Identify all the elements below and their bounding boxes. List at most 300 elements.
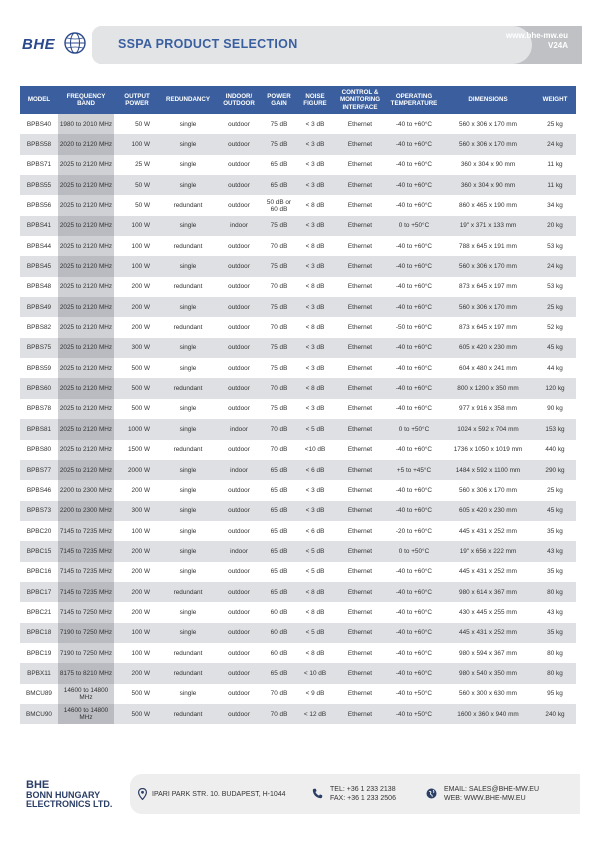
- cell-frequency-band: 2025 to 2120 MHz: [58, 155, 114, 175]
- tel-text: TEL: +36 1 233 2138: [330, 786, 396, 793]
- cell-indoor-outdoor: outdoor: [216, 399, 262, 419]
- cell-model: BPBS75: [20, 338, 58, 358]
- cell-operating-temperature: 0 to +50°C: [386, 216, 442, 236]
- cell-frequency-band: 1980 to 2010 MHz: [58, 114, 114, 134]
- cell-redundancy: single: [160, 562, 216, 582]
- cell-model: BPBC17: [20, 582, 58, 602]
- cell-dimensions: 445 x 431 x 252 mm: [442, 623, 534, 643]
- cell-weight: 24 kg: [534, 134, 576, 154]
- cell-weight: 240 kg: [534, 704, 576, 724]
- cell-interface: Ethernet: [334, 501, 386, 521]
- cell-indoor-outdoor: outdoor: [216, 134, 262, 154]
- cell-dimensions: 605 x 420 x 230 mm: [442, 338, 534, 358]
- cell-interface: Ethernet: [334, 562, 386, 582]
- cell-operating-temperature: -40 to +60°C: [386, 480, 442, 500]
- cell-weight: 25 kg: [534, 480, 576, 500]
- cell-frequency-band: 2025 to 2120 MHz: [58, 256, 114, 276]
- table-row: [20, 399, 576, 419]
- cell-noise-figure: < 3 dB: [296, 399, 334, 419]
- fax-text: FAX: +36 1 233 2506: [330, 795, 396, 802]
- cell-noise-figure: < 9 dB: [296, 684, 334, 704]
- cell-noise-figure: < 10 dB: [296, 663, 334, 683]
- cell-weight: 52 kg: [534, 317, 576, 337]
- cell-output-power: 100 W: [114, 216, 160, 236]
- cell-model: BPBS80: [20, 440, 58, 460]
- cell-interface: Ethernet: [334, 704, 386, 724]
- col-indoor-outdoor: INDOOR/ OUTDOOR: [216, 86, 262, 114]
- table-row: [20, 521, 576, 541]
- cell-indoor-outdoor: outdoor: [216, 277, 262, 297]
- cell-power-gain: 65 dB: [262, 562, 296, 582]
- cell-power-gain: 65 dB: [262, 480, 296, 500]
- cell-frequency-band: 7145 to 7235 MHz: [58, 562, 114, 582]
- cell-frequency-band: 2025 to 2120 MHz: [58, 297, 114, 317]
- cell-noise-figure: < 5 dB: [296, 623, 334, 643]
- cell-dimensions: 860 x 465 x 190 mm: [442, 195, 534, 215]
- cell-output-power: 500 W: [114, 399, 160, 419]
- header-bar: [92, 26, 582, 64]
- cell-power-gain: 70 dB: [262, 684, 296, 704]
- cell-weight: 35 kg: [534, 562, 576, 582]
- table-row: [20, 419, 576, 439]
- cell-operating-temperature: -40 to +60°C: [386, 297, 442, 317]
- address-text: IPARI PARK STR. 10. BUDAPEST, H-1044: [152, 791, 286, 798]
- cell-output-power: 300 W: [114, 338, 160, 358]
- cell-redundancy: single: [160, 114, 216, 134]
- cell-noise-figure: < 6 dB: [296, 521, 334, 541]
- cell-dimensions: 19" x 371 x 133 mm: [442, 216, 534, 236]
- cell-model: BPBS58: [20, 134, 58, 154]
- cell-output-power: 200 W: [114, 663, 160, 683]
- cell-interface: Ethernet: [334, 399, 386, 419]
- cell-frequency-band: 2025 to 2120 MHz: [58, 419, 114, 439]
- cell-operating-temperature: +5 to +45°C: [386, 460, 442, 480]
- cell-operating-temperature: -40 to +60°C: [386, 155, 442, 175]
- cell-redundancy: single: [160, 216, 216, 236]
- cell-model: BPBS48: [20, 277, 58, 297]
- cell-redundancy: single: [160, 256, 216, 276]
- cell-model: BPBS77: [20, 460, 58, 480]
- cell-noise-figure: < 3 dB: [296, 216, 334, 236]
- cell-power-gain: 60 dB: [262, 623, 296, 643]
- cell-frequency-band: 7145 to 7235 MHz: [58, 521, 114, 541]
- col-dimensions: DIMENSIONS: [442, 86, 534, 114]
- cell-output-power: 500 W: [114, 684, 160, 704]
- cell-operating-temperature: 0 to +50°C: [386, 419, 442, 439]
- table-row: [20, 134, 576, 154]
- cell-model: BPBS49: [20, 297, 58, 317]
- cell-frequency-band: 2025 to 2120 MHz: [58, 317, 114, 337]
- cell-operating-temperature: -40 to +60°C: [386, 582, 442, 602]
- cell-indoor-outdoor: outdoor: [216, 521, 262, 541]
- cell-operating-temperature: -40 to +60°C: [386, 338, 442, 358]
- cell-model: BPBS59: [20, 358, 58, 378]
- cell-output-power: 500 W: [114, 704, 160, 724]
- table-row: [20, 236, 576, 256]
- cell-weight: 45 kg: [534, 501, 576, 521]
- cell-interface: Ethernet: [334, 297, 386, 317]
- cell-redundancy: redundant: [160, 440, 216, 460]
- cell-model: BPBC20: [20, 521, 58, 541]
- cell-weight: 290 kg: [534, 460, 576, 480]
- company-line-1: BHE: [26, 779, 50, 791]
- cell-noise-figure: < 8 dB: [296, 195, 334, 215]
- cell-operating-temperature: -40 to +50°C: [386, 684, 442, 704]
- footer-contact-bar: [130, 774, 580, 814]
- cell-frequency-band: 2025 to 2120 MHz: [58, 216, 114, 236]
- cell-frequency-band: 2200 to 2300 MHz: [58, 480, 114, 500]
- cell-interface: Ethernet: [334, 155, 386, 175]
- cell-redundancy: single: [160, 460, 216, 480]
- product-table: [20, 86, 576, 724]
- cell-interface: Ethernet: [334, 541, 386, 561]
- cell-frequency-band: 2025 to 2120 MHz: [58, 277, 114, 297]
- cell-dimensions: 1024 x 592 x 704 mm: [442, 419, 534, 439]
- cell-dimensions: 873 x 645 x 197 mm: [442, 277, 534, 297]
- cell-frequency-band: 2025 to 2120 MHz: [58, 175, 114, 195]
- cell-operating-temperature: -40 to +60°C: [386, 175, 442, 195]
- table-row: [20, 480, 576, 500]
- cell-model: BPBS46: [20, 480, 58, 500]
- cell-model: BPBS55: [20, 175, 58, 195]
- cell-power-gain: 70 dB: [262, 704, 296, 724]
- cell-indoor-outdoor: outdoor: [216, 663, 262, 683]
- cell-power-gain: 65 dB: [262, 155, 296, 175]
- cell-indoor-outdoor: outdoor: [216, 155, 262, 175]
- cell-weight: 34 kg: [534, 195, 576, 215]
- cell-redundancy: redundant: [160, 195, 216, 215]
- cell-noise-figure: < 8 dB: [296, 602, 334, 622]
- cell-weight: 20 kg: [534, 216, 576, 236]
- cell-interface: Ethernet: [334, 582, 386, 602]
- header-title-panel: [92, 26, 532, 64]
- cell-weight: 35 kg: [534, 623, 576, 643]
- cell-redundancy: single: [160, 602, 216, 622]
- cell-interface: Ethernet: [334, 195, 386, 215]
- cell-operating-temperature: -40 to +60°C: [386, 562, 442, 582]
- cell-operating-temperature: -40 to +50°C: [386, 704, 442, 724]
- cell-weight: 53 kg: [534, 236, 576, 256]
- cell-noise-figure: < 3 dB: [296, 114, 334, 134]
- cell-noise-figure: < 5 dB: [296, 562, 334, 582]
- cell-noise-figure: < 3 dB: [296, 175, 334, 195]
- cell-redundancy: single: [160, 419, 216, 439]
- cell-indoor-outdoor: indoor: [216, 460, 262, 480]
- cell-operating-temperature: -40 to +60°C: [386, 501, 442, 521]
- cell-weight: 80 kg: [534, 663, 576, 683]
- table-row: [20, 501, 576, 521]
- cell-interface: Ethernet: [334, 216, 386, 236]
- cell-redundancy: redundant: [160, 582, 216, 602]
- cell-noise-figure: < 8 dB: [296, 317, 334, 337]
- cell-power-gain: 70 dB: [262, 440, 296, 460]
- cell-indoor-outdoor: outdoor: [216, 297, 262, 317]
- cell-dimensions: 560 x 300 x 630 mm: [442, 684, 534, 704]
- cell-weight: 35 kg: [534, 521, 576, 541]
- cell-noise-figure: < 5 dB: [296, 541, 334, 561]
- cell-frequency-band: 2025 to 2120 MHz: [58, 460, 114, 480]
- cell-model: BPBS82: [20, 317, 58, 337]
- table-row: [20, 663, 576, 683]
- cell-operating-temperature: -40 to +60°C: [386, 602, 442, 622]
- cell-power-gain: 65 dB: [262, 663, 296, 683]
- cell-model: BPBC15: [20, 541, 58, 561]
- cell-dimensions: 19" x 656 x 222 mm: [442, 541, 534, 561]
- cell-interface: Ethernet: [334, 134, 386, 154]
- table-row: [20, 277, 576, 297]
- cell-operating-temperature: -50 to +60°C: [386, 317, 442, 337]
- cell-redundancy: single: [160, 134, 216, 154]
- col-noise-figure: NOISE FIGURE: [296, 86, 334, 114]
- cell-noise-figure: <10 dB: [296, 440, 334, 460]
- cell-frequency-band: 7145 to 7235 MHz: [58, 582, 114, 602]
- cell-dimensions: 560 x 306 x 170 mm: [442, 256, 534, 276]
- website-text: www.bhe-mw.eu: [505, 31, 568, 40]
- cell-output-power: 100 W: [114, 256, 160, 276]
- cell-redundancy: single: [160, 480, 216, 500]
- table-row: [20, 175, 576, 195]
- cell-output-power: 100 W: [114, 521, 160, 541]
- cell-redundancy: single: [160, 684, 216, 704]
- cell-power-gain: 70 dB: [262, 277, 296, 297]
- cell-operating-temperature: -40 to +60°C: [386, 643, 442, 663]
- cell-dimensions: 873 x 645 x 197 mm: [442, 317, 534, 337]
- cell-weight: 440 kg: [534, 440, 576, 460]
- cell-power-gain: 70 dB: [262, 236, 296, 256]
- cell-frequency-band: 2025 to 2120 MHz: [58, 358, 114, 378]
- cell-power-gain: 65 dB: [262, 501, 296, 521]
- cell-noise-figure: < 8 dB: [296, 277, 334, 297]
- globe-contact-icon: [426, 788, 437, 799]
- phone-icon: [312, 788, 323, 799]
- cell-frequency-band: 14600 to 14800 MHz: [58, 684, 114, 704]
- cell-weight: 90 kg: [534, 399, 576, 419]
- cell-power-gain: 75 dB: [262, 256, 296, 276]
- cell-power-gain: 60 dB: [262, 602, 296, 622]
- cell-frequency-band: 2025 to 2120 MHz: [58, 440, 114, 460]
- cell-model: BPBS71: [20, 155, 58, 175]
- cell-frequency-band: 7190 to 7250 MHz: [58, 623, 114, 643]
- table-row: [20, 216, 576, 236]
- cell-dimensions: 360 x 304 x 90 mm: [442, 175, 534, 195]
- cell-power-gain: 65 dB: [262, 175, 296, 195]
- table-row: [20, 338, 576, 358]
- cell-indoor-outdoor: outdoor: [216, 256, 262, 276]
- table-row: [20, 195, 576, 215]
- cell-output-power: 1000 W: [114, 419, 160, 439]
- cell-frequency-band: 7145 to 7250 MHz: [58, 602, 114, 622]
- table-row: [20, 378, 576, 398]
- cell-redundancy: redundant: [160, 317, 216, 337]
- cell-frequency-band: 2200 to 2300 MHz: [58, 501, 114, 521]
- cell-operating-temperature: -40 to +60°C: [386, 236, 442, 256]
- cell-dimensions: 560 x 306 x 170 mm: [442, 134, 534, 154]
- cell-noise-figure: < 8 dB: [296, 378, 334, 398]
- cell-interface: Ethernet: [334, 602, 386, 622]
- cell-output-power: 500 W: [114, 378, 160, 398]
- cell-dimensions: 788 x 645 x 191 mm: [442, 236, 534, 256]
- cell-weight: 11 kg: [534, 155, 576, 175]
- cell-model: BPBC16: [20, 562, 58, 582]
- cell-dimensions: 605 x 420 x 230 mm: [442, 501, 534, 521]
- cell-redundancy: single: [160, 501, 216, 521]
- cell-indoor-outdoor: outdoor: [216, 623, 262, 643]
- cell-operating-temperature: -40 to +60°C: [386, 277, 442, 297]
- table-row: [20, 155, 576, 175]
- cell-indoor-outdoor: outdoor: [216, 175, 262, 195]
- table-row: [20, 704, 576, 724]
- cell-redundancy: single: [160, 358, 216, 378]
- cell-output-power: 25 W: [114, 155, 160, 175]
- cell-power-gain: 65 dB: [262, 460, 296, 480]
- cell-model: BPBC19: [20, 643, 58, 663]
- table-row: [20, 582, 576, 602]
- cell-indoor-outdoor: outdoor: [216, 236, 262, 256]
- cell-output-power: 200 W: [114, 541, 160, 561]
- cell-interface: Ethernet: [334, 256, 386, 276]
- cell-dimensions: 977 x 916 x 358 mm: [442, 399, 534, 419]
- cell-redundancy: redundant: [160, 643, 216, 663]
- col-interface: CONTROL & MONITORING INTERFACE: [334, 86, 386, 114]
- table-row: [20, 602, 576, 622]
- cell-operating-temperature: -40 to +60°C: [386, 134, 442, 154]
- cell-interface: Ethernet: [334, 521, 386, 541]
- cell-weight: 120 kg: [534, 378, 576, 398]
- cell-operating-temperature: -40 to +60°C: [386, 358, 442, 378]
- col-model: MODEL: [20, 86, 58, 114]
- email-link[interactable]: EMAIL: SALES@BHE-MW.EU: [444, 786, 540, 793]
- header-site-info: [506, 31, 568, 51]
- table-row: [20, 460, 576, 480]
- cell-model: BPBS81: [20, 419, 58, 439]
- cell-frequency-band: 8175 to 8210 MHz: [58, 663, 114, 683]
- contact-phone: [330, 785, 396, 803]
- cell-power-gain: 65 dB: [262, 521, 296, 541]
- cell-noise-figure: < 8 dB: [296, 643, 334, 663]
- cell-operating-temperature: 0 to +50°C: [386, 541, 442, 561]
- cell-indoor-outdoor: outdoor: [216, 317, 262, 337]
- cell-interface: Ethernet: [334, 236, 386, 256]
- cell-output-power: 100 W: [114, 623, 160, 643]
- cell-operating-temperature: -40 to +60°C: [386, 378, 442, 398]
- cell-model: BMCU89: [20, 684, 58, 704]
- cell-power-gain: 50 dB or 60 dB: [262, 195, 296, 215]
- cell-output-power: 100 W: [114, 134, 160, 154]
- cell-frequency-band: 2020 to 2120 MHz: [58, 134, 114, 154]
- cell-dimensions: 1600 x 360 x 940 mm: [442, 704, 534, 724]
- cell-interface: Ethernet: [334, 419, 386, 439]
- cell-model: BMCU90: [20, 704, 58, 724]
- cell-weight: 11 kg: [534, 175, 576, 195]
- cell-noise-figure: < 3 dB: [296, 358, 334, 378]
- cell-model: BPBS41: [20, 216, 58, 236]
- cell-redundancy: redundant: [160, 704, 216, 724]
- cell-model: BPBS40: [20, 114, 58, 134]
- cell-interface: Ethernet: [334, 663, 386, 683]
- cell-indoor-outdoor: outdoor: [216, 602, 262, 622]
- bhe-logo: [18, 28, 88, 62]
- cell-weight: 80 kg: [534, 582, 576, 602]
- cell-frequency-band: 2025 to 2120 MHz: [58, 399, 114, 419]
- cell-power-gain: 70 dB: [262, 419, 296, 439]
- cell-redundancy: single: [160, 521, 216, 541]
- cell-indoor-outdoor: outdoor: [216, 562, 262, 582]
- cell-power-gain: 75 dB: [262, 297, 296, 317]
- location-pin-icon: [138, 788, 147, 800]
- col-redundancy: REDUNDANCY: [160, 86, 216, 114]
- cell-output-power: 200 W: [114, 480, 160, 500]
- cell-frequency-band: 14600 to 14800 MHz: [58, 704, 114, 724]
- company-line-3: ELECTRONICS LTD.: [26, 799, 113, 809]
- cell-power-gain: 65 dB: [262, 541, 296, 561]
- cell-weight: 53 kg: [534, 277, 576, 297]
- cell-output-power: 200 W: [114, 297, 160, 317]
- col-weight: WEIGHT: [534, 86, 576, 114]
- cell-power-gain: 75 dB: [262, 114, 296, 134]
- cell-indoor-outdoor: outdoor: [216, 358, 262, 378]
- cell-redundancy: single: [160, 399, 216, 419]
- cell-weight: 80 kg: [534, 643, 576, 663]
- cell-interface: Ethernet: [334, 440, 386, 460]
- cell-indoor-outdoor: outdoor: [216, 195, 262, 215]
- cell-weight: 45 kg: [534, 338, 576, 358]
- cell-redundancy: single: [160, 623, 216, 643]
- cell-indoor-outdoor: outdoor: [216, 704, 262, 724]
- cell-output-power: 200 W: [114, 602, 160, 622]
- cell-weight: 25 kg: [534, 114, 576, 134]
- cell-power-gain: 75 dB: [262, 358, 296, 378]
- cell-power-gain: 70 dB: [262, 317, 296, 337]
- cell-indoor-outdoor: outdoor: [216, 643, 262, 663]
- cell-dimensions: 1484 x 592 x 1100 mm: [442, 460, 534, 480]
- cell-interface: Ethernet: [334, 378, 386, 398]
- cell-dimensions: 980 x 594 x 367 mm: [442, 643, 534, 663]
- cell-model: BPBS44: [20, 236, 58, 256]
- cell-interface: Ethernet: [334, 358, 386, 378]
- cell-output-power: 100 W: [114, 643, 160, 663]
- cell-indoor-outdoor: outdoor: [216, 440, 262, 460]
- table-row: [20, 440, 576, 460]
- web-link[interactable]: WEB: WWW.BHE-MW.EU: [444, 795, 526, 802]
- cell-output-power: 300 W: [114, 501, 160, 521]
- cell-dimensions: 980 x 614 x 367 mm: [442, 582, 534, 602]
- cell-dimensions: 430 x 445 x 255 mm: [442, 602, 534, 622]
- cell-indoor-outdoor: indoor: [216, 216, 262, 236]
- cell-power-gain: 65 dB: [262, 582, 296, 602]
- cell-weight: 95 kg: [534, 684, 576, 704]
- cell-output-power: 50 W: [114, 195, 160, 215]
- cell-noise-figure: < 3 dB: [296, 297, 334, 317]
- cell-noise-figure: < 8 dB: [296, 236, 334, 256]
- cell-output-power: 50 W: [114, 114, 160, 134]
- table-row: [20, 297, 576, 317]
- cell-indoor-outdoor: outdoor: [216, 480, 262, 500]
- cell-operating-temperature: -40 to +60°C: [386, 399, 442, 419]
- cell-redundancy: single: [160, 175, 216, 195]
- cell-redundancy: redundant: [160, 236, 216, 256]
- cell-dimensions: 1736 x 1050 x 1019 mm: [442, 440, 534, 460]
- cell-model: BPBS78: [20, 399, 58, 419]
- table-row: [20, 684, 576, 704]
- page-title: SSPA PRODUCT SELECTION: [118, 37, 298, 51]
- cell-dimensions: 980 x 540 x 350 mm: [442, 663, 534, 683]
- cell-weight: 43 kg: [534, 541, 576, 561]
- cell-noise-figure: < 3 dB: [296, 155, 334, 175]
- cell-dimensions: 445 x 431 x 252 mm: [442, 521, 534, 541]
- cell-weight: 44 kg: [534, 358, 576, 378]
- cell-operating-temperature: -40 to +60°C: [386, 663, 442, 683]
- table-row: [20, 643, 576, 663]
